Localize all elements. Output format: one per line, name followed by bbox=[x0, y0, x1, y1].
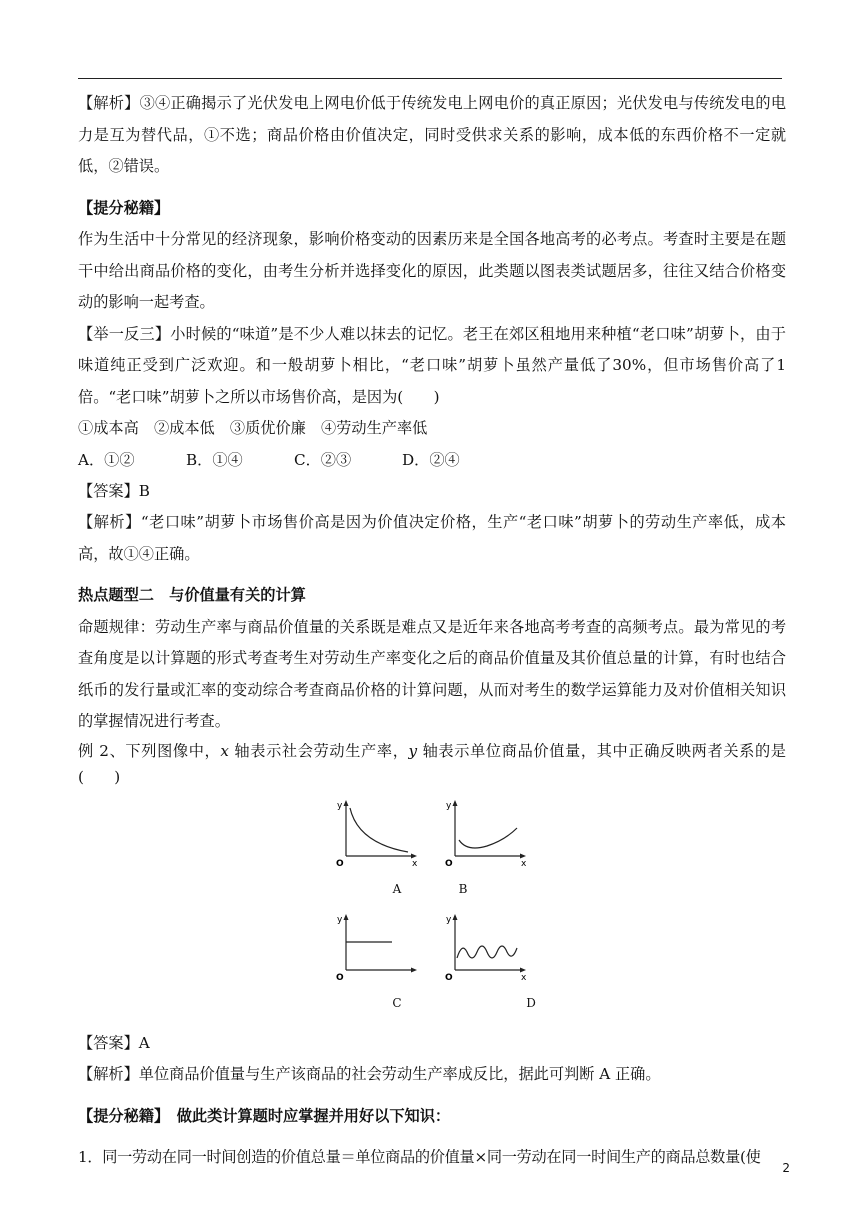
header-rule bbox=[78, 78, 782, 79]
graph-a-plot bbox=[332, 798, 422, 868]
graph-a-curve bbox=[350, 808, 408, 852]
analysis-text: ③④正确揭示了光伏发电上网电价低于传统发电上网电价的真正原因；光伏发电与传统发电的电力是互为替代品，①不选；商品价格由价值决定，同时受供求关系的影响，成本低的东西价格不一定就低，②错误。 bbox=[78, 94, 787, 175]
graph-c bbox=[332, 912, 422, 982]
answer-value: A bbox=[138, 1033, 150, 1052]
practice-options bbox=[78, 445, 786, 476]
option-d: D．②④ bbox=[402, 450, 460, 469]
graph-b-label: B bbox=[458, 881, 468, 896]
analysis-label: 【解析】 bbox=[78, 1065, 139, 1083]
graph-c-origin: O bbox=[336, 972, 344, 982]
practice-answer bbox=[78, 476, 786, 508]
graph-c-y-label: y bbox=[337, 914, 343, 925]
analysis-text: “老口味”胡萝卜市场售价高是因为价值决定价格，生产“老口味”胡萝卜的劳动生产率低，成本高，故①④正确。 bbox=[78, 513, 786, 563]
graph-b-origin: O bbox=[445, 858, 453, 868]
graph-b-plot bbox=[441, 798, 531, 868]
practice-text: 小时候的“味道”是不少人难以抹去的记忆。老王在郊区租地用来种植“老口味”胡萝卜，由于味道纯正受到广泛欢迎。和一般胡萝卜相比，“老口味”胡萝卜虽然产量低了30%，但市场售价高了1倍。“老口味”胡萝卜之所以市场售价高，是因为( ) bbox=[78, 324, 786, 406]
answer-label: 【答案】 bbox=[78, 481, 139, 500]
example-answer bbox=[78, 1028, 786, 1060]
point-1: 1．同一劳动在同一时间创造的价值总量＝单位商品的价值量×同一劳动在同一时间生产的商品总数量(使 bbox=[78, 1148, 761, 1166]
option-b: B．①④ bbox=[186, 450, 243, 469]
graph-a-label: A bbox=[392, 881, 402, 896]
answer-label: 【答案】 bbox=[78, 1033, 139, 1052]
graph-d-x-label: x bbox=[521, 972, 527, 982]
tips-text: 做此类计算题时应掌握并用好以下知识： bbox=[161, 1106, 451, 1125]
document-body bbox=[78, 88, 786, 1174]
graph-a-y-label: y bbox=[337, 800, 343, 811]
tips-heading-2 bbox=[78, 1101, 786, 1133]
analysis-text: 单位商品价值量与生产该商品的社会劳动生产率成反比，据此可判断 A 正确。 bbox=[138, 1065, 661, 1083]
example-analysis bbox=[78, 1059, 786, 1091]
graph-a-origin: O bbox=[336, 858, 344, 868]
graph-a-x-label: x bbox=[412, 858, 418, 868]
graph-b-curve bbox=[459, 828, 517, 848]
tips-text-1: 作为生活中十分常见的经济现象，影响价格变动的因素历来是全国各地高考的必考点。考查时主要是在题干中给出商品价格的变化，由考生分析并选择变化的原因，此类题以图表类试题居多，往往又结合价格变动的影响一起考查。 bbox=[78, 230, 786, 311]
section-rule: 命题规律：劳动生产率与商品价值量的关系既是难点又是近年来各地高考考查的高频考点。最为常见的考查角度是以计算题的形式考查考生对劳动生产率变化之后的商品价值量及其价值总量的计算，有时也结合纸币的发行量或汇率的变动综合考查商品价格的计算问题，从而对考生的数学运算能力及对价值相关知识的掌握情况进行考查。 bbox=[78, 617, 786, 730]
section-title: 热点题型二 与价值量有关的计算 bbox=[78, 586, 306, 604]
graph-d-y-label: y bbox=[446, 914, 452, 925]
page-number: 2 bbox=[782, 1161, 790, 1175]
analysis-label: 【解析】 bbox=[78, 513, 141, 531]
x-variable: x bbox=[220, 741, 229, 760]
graph-d-plot bbox=[441, 912, 531, 982]
graph-a bbox=[332, 798, 422, 868]
example-prefix: 例 2、下列图像中， bbox=[78, 741, 221, 760]
option-c: C．②③ bbox=[294, 450, 352, 469]
y-variable: y bbox=[408, 741, 418, 760]
tips-label: 【提分秘籍】 bbox=[78, 1106, 162, 1125]
option-a: A．①② bbox=[78, 450, 135, 469]
analysis-label: 【解析】 bbox=[78, 94, 140, 112]
practice-items: ①成本高 ②成本低 ③质优价廉 ④劳动生产率低 bbox=[78, 419, 428, 437]
graph-d-origin: O bbox=[445, 972, 453, 982]
tips-heading-1: 【提分秘籍】 bbox=[78, 198, 170, 217]
example-question bbox=[78, 738, 786, 790]
answer-value: B bbox=[138, 481, 150, 500]
practice-question bbox=[78, 319, 786, 414]
graph-b bbox=[441, 798, 531, 868]
practice-label: 【举一反三】 bbox=[78, 324, 171, 343]
example-mid-1: 轴表示社会劳动生产率， bbox=[228, 741, 409, 760]
graph-d bbox=[441, 912, 531, 982]
graph-b-y-label: y bbox=[446, 800, 452, 811]
graph-d-label: D bbox=[526, 995, 536, 1010]
graphs-figure bbox=[78, 792, 786, 1028]
graph-b-x-label: x bbox=[521, 858, 527, 868]
practice-analysis bbox=[78, 507, 786, 570]
graph-c-plot bbox=[332, 912, 422, 982]
graph-c-label: C bbox=[392, 995, 402, 1010]
graph-d-curve bbox=[457, 946, 517, 958]
analysis-paragraph-1 bbox=[78, 88, 786, 183]
example-mid-2: 轴表示单位商品价值量，其中正确反映两者关系的是( ) bbox=[78, 741, 786, 786]
